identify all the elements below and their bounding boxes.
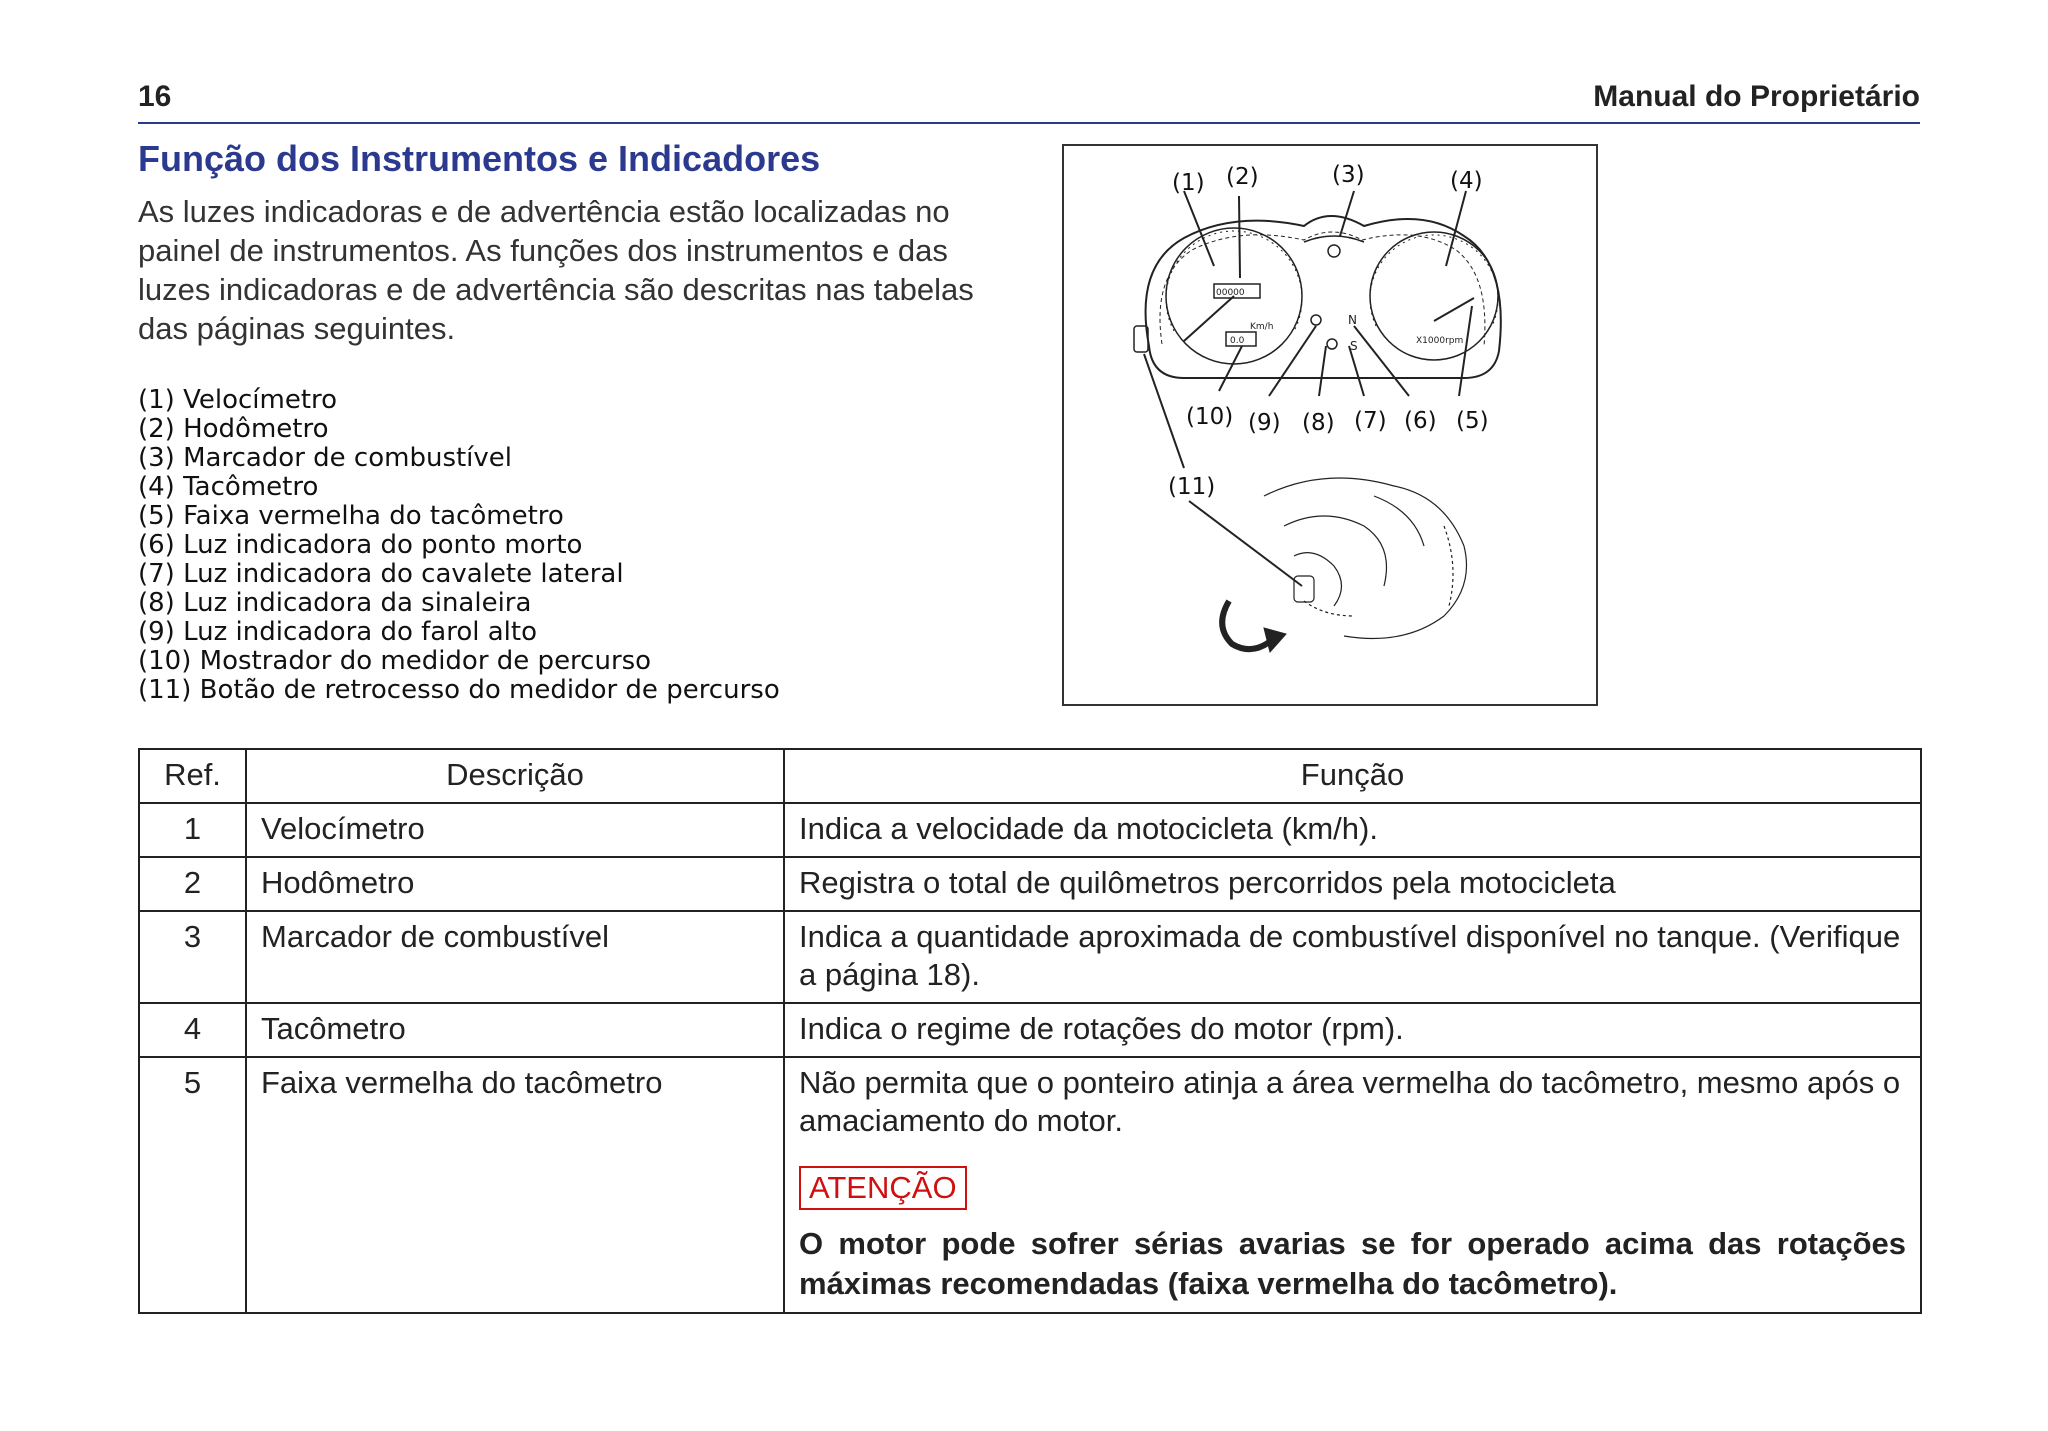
legend-item: (9) Luz indicadora do farol alto bbox=[138, 617, 538, 647]
description-cell: Tacômetro bbox=[246, 1003, 784, 1057]
table-row bbox=[139, 911, 1921, 1003]
warning-text: O motor pode sofrer sérias avarias se for operado acima das rotações máximas recomendadas (faixa vermelha do tacômetro). bbox=[799, 1226, 1906, 1301]
legend-item: (10) Mostrador do medidor de percurso bbox=[138, 646, 652, 676]
function-text: Não permita que o ponteiro atinja a área vermelha do tacômetro, mesmo após o amaciamento do motor. bbox=[799, 1065, 1901, 1138]
ref-cell: 3 bbox=[139, 911, 246, 1003]
ref-cell: 4 bbox=[139, 1003, 246, 1057]
sidestand-label: S bbox=[1350, 339, 1358, 353]
panel-inner-outline bbox=[1160, 232, 1485, 346]
callout-8: (8) bbox=[1302, 410, 1335, 436]
odometer-digits: 00000 bbox=[1216, 288, 1245, 298]
rotation-arrow bbox=[1222, 601, 1272, 649]
description-cell: Faixa vermelha do tacômetro bbox=[246, 1057, 784, 1313]
table-row bbox=[139, 1057, 1921, 1313]
ref-cell: 5 bbox=[139, 1057, 246, 1313]
section-title: Função dos Instrumentos e Indicadores bbox=[138, 138, 821, 179]
function-cell: Indica a quantidade aproximada de combustível disponível no tanque. (Verifique a página 18). bbox=[784, 911, 1921, 1003]
turn-signal-indicator bbox=[1327, 339, 1337, 349]
function-cell: Indica o regime de rotações do motor (rpm). bbox=[784, 1003, 1921, 1057]
functions-table bbox=[138, 748, 1922, 1314]
rpm-label: X1000rpm bbox=[1416, 336, 1464, 346]
callout-3: (3) bbox=[1332, 162, 1365, 188]
function-cell: Indica a velocidade da motocicleta (km/h). bbox=[784, 803, 1921, 857]
callout-5: (5) bbox=[1456, 408, 1489, 434]
speedometer-scale bbox=[1166, 231, 1302, 331]
ref-cell: 2 bbox=[139, 857, 246, 911]
legend-item: (2) Hodômetro bbox=[138, 414, 329, 444]
function-cell: Registra o total de quilômetros percorridos pela motocicleta bbox=[784, 857, 1921, 911]
callout-1: (1) bbox=[1172, 170, 1205, 196]
legend-item: (4) Tacômetro bbox=[138, 472, 319, 502]
attention-badge: ATENÇÃO bbox=[799, 1166, 967, 1210]
kmh-label: Km/h bbox=[1250, 322, 1274, 332]
legend-item: (7) Luz indicadora do cavalete lateral bbox=[138, 559, 624, 589]
callout-7: (7) bbox=[1354, 408, 1387, 434]
neutral-label: N bbox=[1348, 313, 1357, 327]
function-cell bbox=[784, 1057, 1921, 1313]
page-number: 16 bbox=[138, 80, 172, 113]
legend-item: (6) Luz indicadora do ponto morto bbox=[138, 530, 583, 560]
instrument-panel-figure bbox=[1062, 144, 1598, 706]
column-header-ref: Ref. bbox=[139, 749, 246, 803]
description-cell: Velocímetro bbox=[246, 803, 784, 857]
table-row bbox=[139, 803, 1921, 857]
manual-title: Manual do Proprietário bbox=[1593, 80, 1920, 113]
table-row bbox=[139, 857, 1921, 911]
callout-4: (4) bbox=[1450, 168, 1483, 194]
callout-6: (6) bbox=[1404, 408, 1437, 434]
legend-item: (1) Velocímetro bbox=[138, 385, 338, 415]
high-beam-indicator bbox=[1311, 315, 1321, 325]
fuel-icon bbox=[1328, 245, 1340, 257]
fuel-gauge-arc bbox=[1304, 236, 1364, 242]
intro-paragraph: As luzes indicadoras e de advertência estão localizadas no painel de instrumentos. As funções dos instrumentos e das luzes indicadoras e de advertência são descritas nas tabelas das páginas seguintes. bbox=[138, 194, 974, 346]
ref-cell: 1 bbox=[139, 803, 246, 857]
rotation-arrowhead bbox=[1264, 628, 1286, 652]
description-cell: Marcador de combustível bbox=[246, 911, 784, 1003]
legend-item: (3) Marcador de combustível bbox=[138, 443, 513, 473]
legend-item: (8) Luz indicadora da sinaleira bbox=[138, 588, 532, 618]
tachometer-needle bbox=[1434, 298, 1474, 321]
description-cell: Hodômetro bbox=[246, 857, 784, 911]
table-row bbox=[139, 1003, 1921, 1057]
callout-11: (11) bbox=[1168, 474, 1216, 500]
header-rule bbox=[138, 122, 1920, 124]
table-header-row bbox=[139, 749, 1921, 803]
legend-item: (11) Botão de retrocesso do medidor de percurso bbox=[138, 675, 780, 705]
callout-9: (9) bbox=[1248, 410, 1281, 436]
column-header-description: Descrição bbox=[246, 749, 784, 803]
callout-10: (10) bbox=[1186, 404, 1234, 430]
column-header-function: Função bbox=[784, 749, 1921, 803]
legend-item: (5) Faixa vermelha do tacômetro bbox=[138, 501, 564, 531]
handlebar-sketch bbox=[1264, 478, 1467, 639]
callout-2: (2) bbox=[1226, 164, 1259, 190]
legend-list bbox=[138, 386, 780, 705]
trip-digits: 0.0 bbox=[1230, 336, 1245, 346]
